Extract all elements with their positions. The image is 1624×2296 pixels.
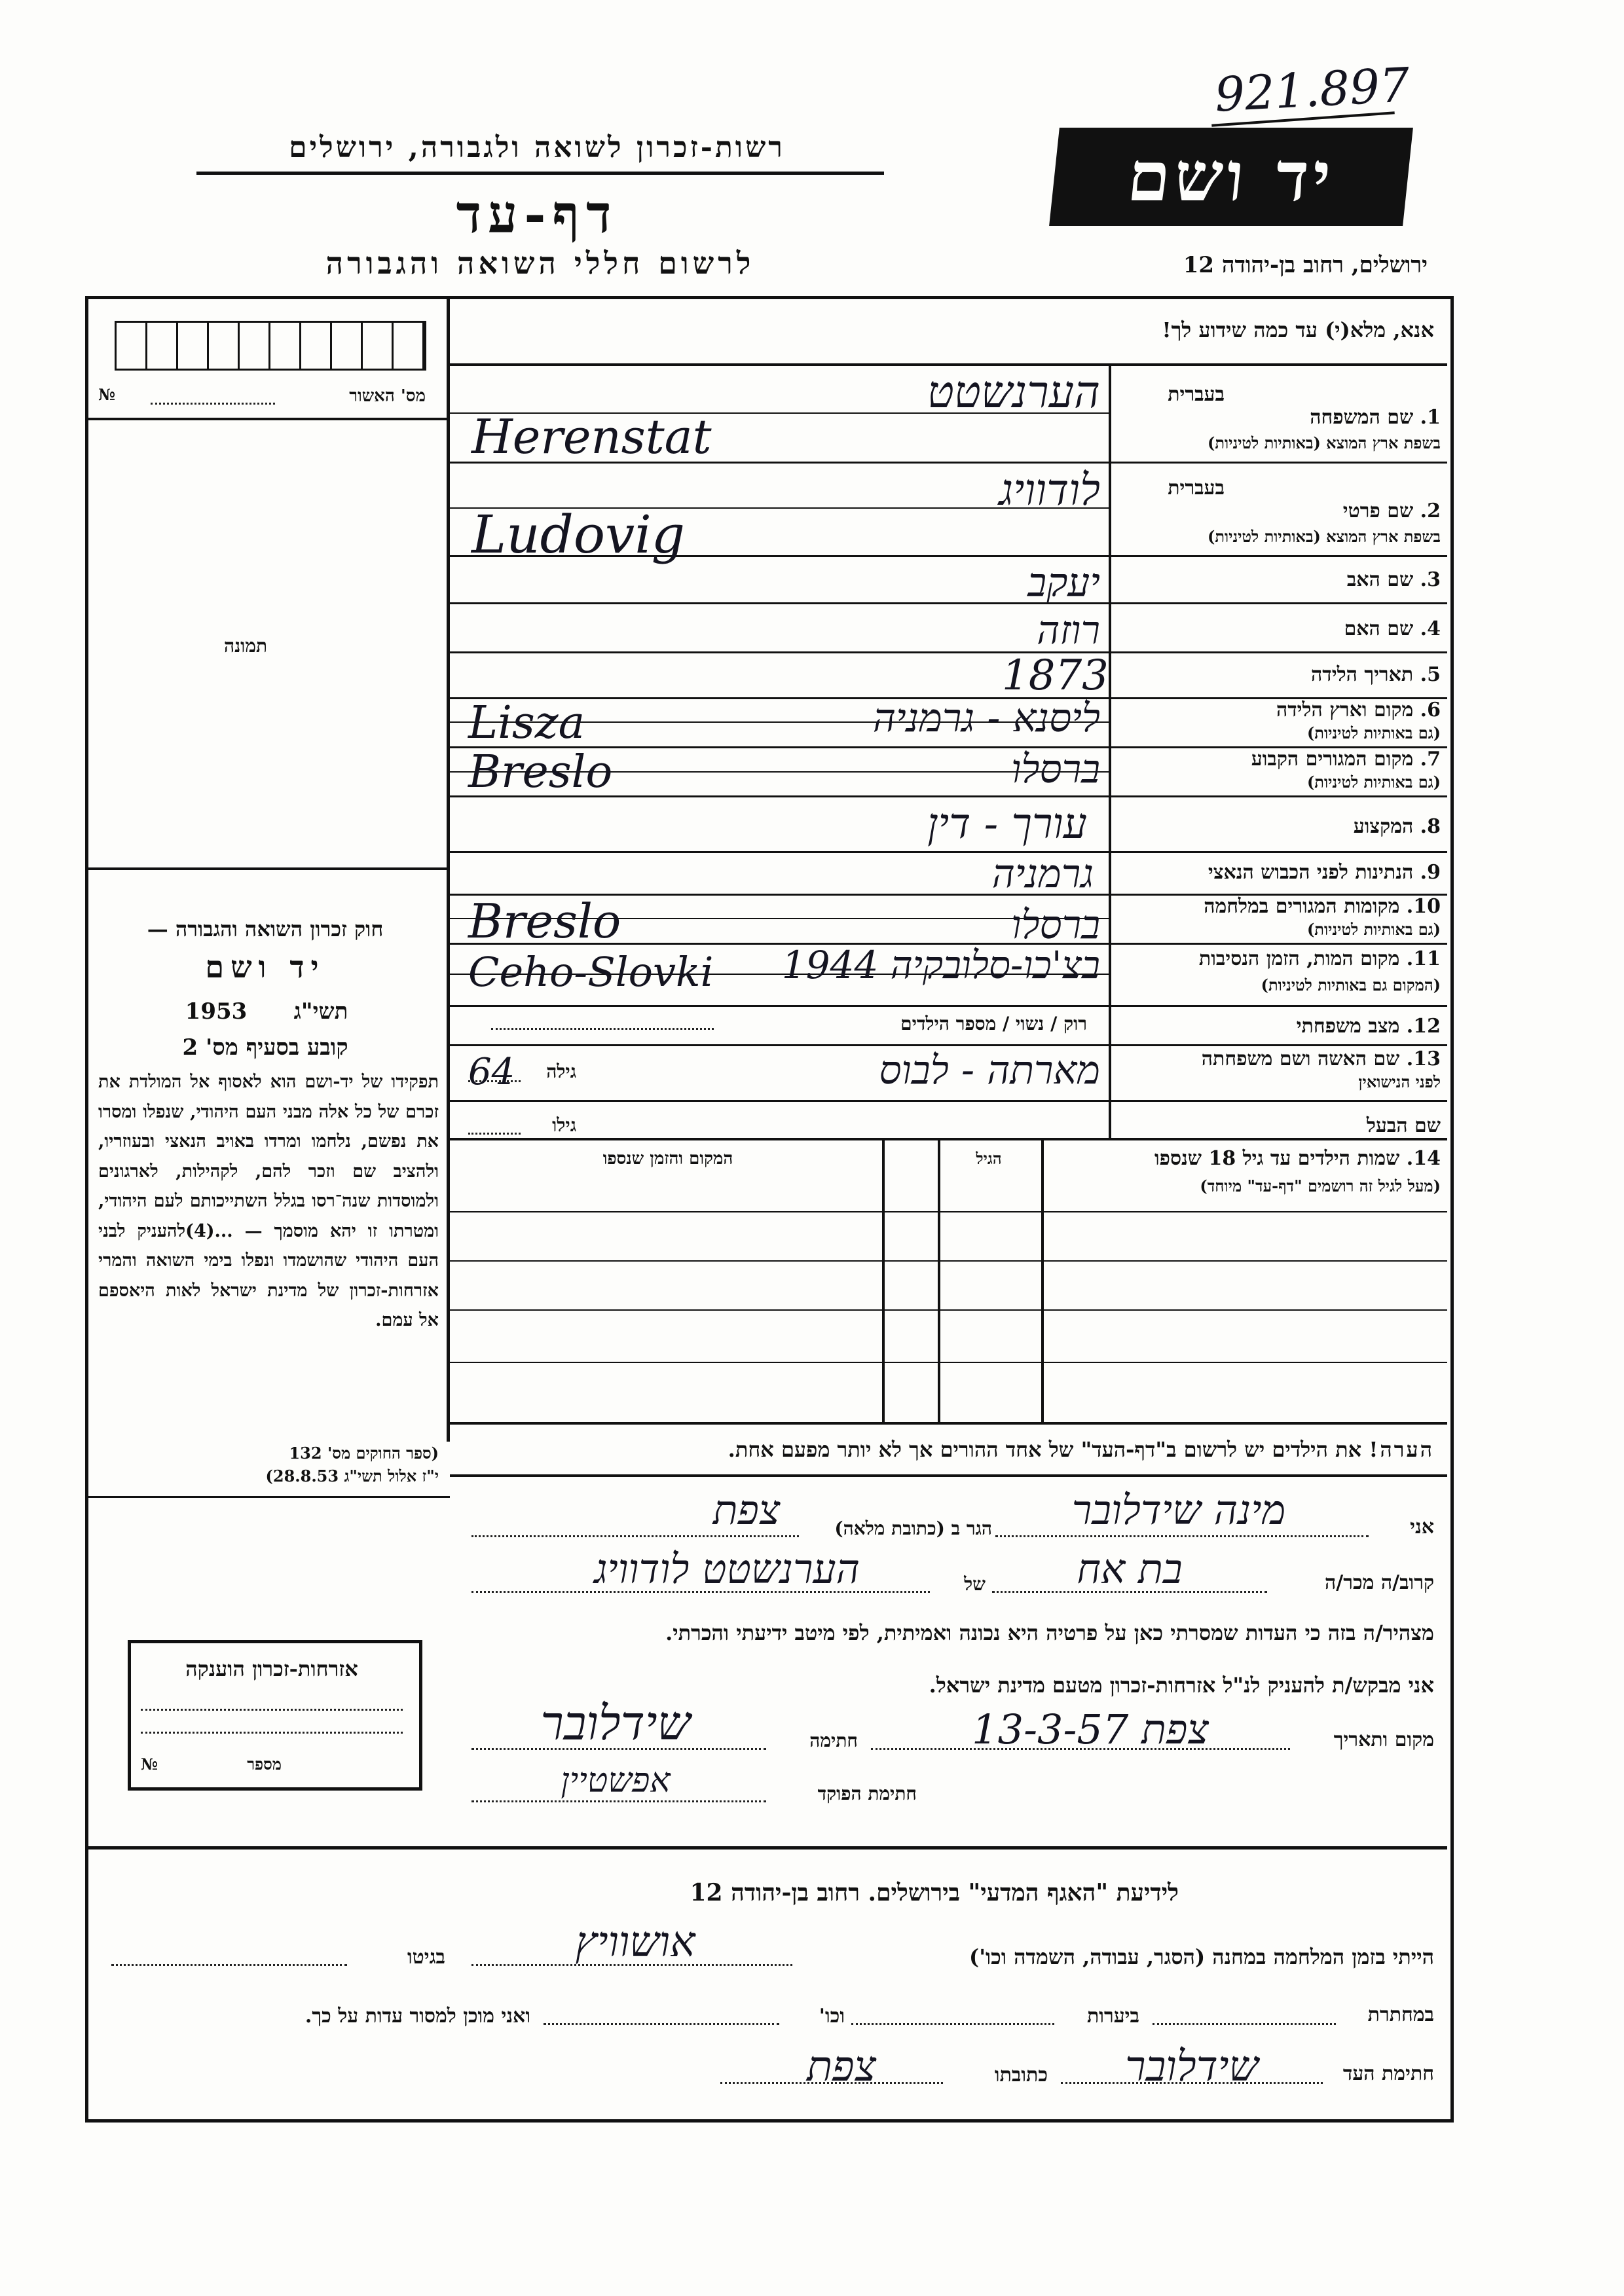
children-row-3 <box>450 1309 1447 1311</box>
row-line-14 <box>450 1138 1447 1140</box>
officer-signature-line <box>471 1800 766 1802</box>
form-subtitle: לרשום חללי השואה והגבורה <box>325 246 755 281</box>
birth-place-hebrew-answer: ליסנא - גרמניה <box>872 695 1100 741</box>
law-source-1: (ספר החוקים מס' 132 <box>289 1444 439 1463</box>
field-13-label: 13. שם האשה ושם משפחתה <box>1201 1048 1441 1070</box>
field-1-label: 1. שם המשפחה <box>1310 406 1441 429</box>
field-10-label: 10. מקומות המגורים במלחמה <box>1204 895 1441 918</box>
children-col-3 <box>882 1140 885 1422</box>
row-line-12 <box>450 1044 1447 1046</box>
approval-number-label: מס' האשור <box>349 386 426 406</box>
children-place-header: המקום והזמן שנספו <box>602 1149 733 1169</box>
declarant-address-answer: צפת <box>712 1486 781 1534</box>
field-2-label: 2. שם פרטי <box>1342 500 1441 522</box>
law-source-2: י"ז אלול תשי"ג 28.8.53) <box>265 1467 439 1485</box>
given-latin-answer: Ludovig <box>471 504 686 565</box>
law-text: תפקידו של יד-ושם הוא לאסוף אל המולדת את זכרם של כל אלה מבני העם היהודי, שנפלו ומסרו את נפשם, נלחמו ומרדו באויב הנאצי ובעוזריו, ולהציב שם וזכר להם, לקהילות, לארגונים ולמוסדות שנה־רסו בגלל השתייכותם לעם היהודי, ומטרתו זו יהא מוסמך — ...(4)להעניק לבני העם היהודי שהושמדו ונפלו בימי השואה והמרי אזרחות-זכרון של מדינת ישראל לאות היאספם אל עמם. <box>98 1072 439 1330</box>
birth-place-latin-answer: Lisza <box>468 697 585 749</box>
sidebar-divider <box>447 296 450 1442</box>
approval-no-mark: № <box>98 385 116 404</box>
field-8-label: 8. המקצוע <box>1353 815 1441 838</box>
signature-answer: שידלובר <box>540 1696 691 1751</box>
field-10-sub: (גם באותיות לטיניות) <box>1306 920 1441 939</box>
yad-vashem-logo <box>1049 128 1413 226</box>
field-1-sub: בשפת ארץ המוצא (באותיות לטיניות) <box>1208 433 1441 452</box>
witness-address-answer: צפת <box>806 2043 877 2091</box>
signature-label: חתימה <box>809 1730 858 1751</box>
husband-age-line <box>468 1133 521 1135</box>
grid-top <box>450 363 1447 366</box>
photo-label: תמונה <box>223 635 268 657</box>
field-3-label: 3. שם האב <box>1346 568 1441 591</box>
field-1-hebrew-label: בעברית <box>1168 383 1225 406</box>
officer-signature-label: חתימת הפוקד <box>817 1783 917 1804</box>
address-label: כתובתו <box>994 2064 1048 2086</box>
relation-answer: בת אח <box>1077 1545 1183 1593</box>
place-date-answer: צפת 13-3-57 <box>972 1705 1209 1753</box>
declarant-name-line <box>995 1535 1369 1537</box>
footer-attention: לידיעת "האגף המדעי" בירושלים. רחוב בן-יהודה 12 <box>690 1879 1179 1906</box>
citizenship-line-1 <box>141 1709 403 1711</box>
field-4-label: 4. שם האם <box>1344 617 1441 640</box>
field-7-sub: (גם באותיות לטיניות) <box>1306 773 1441 792</box>
forests-line <box>851 2023 1054 2025</box>
row-line-13 <box>450 1100 1447 1102</box>
children-col-2 <box>938 1140 940 1422</box>
row-line-11 <box>450 1005 1447 1007</box>
form-title: דף-עד <box>456 183 618 245</box>
profession-answer: עורך - דין <box>927 800 1087 848</box>
declare-text: מצהיר/ה בזה כי העדות שמסרתי כאן על פרטיה היא נכונה ואמיתית, לפי מיטב ידיעתי והכרתי. <box>665 1620 1434 1645</box>
field-14-label: 14. שמות הילדים עד גיל 18 שנספו <box>1154 1147 1441 1170</box>
underground-label: במחתרת <box>1367 2003 1434 2026</box>
children-row-2 <box>450 1260 1447 1262</box>
surname-latin-answer: Herenstat <box>471 409 712 464</box>
war-places-hebrew-answer: ברסלו <box>1011 902 1100 948</box>
wife-answer: מארתה - לבוס <box>879 1048 1100 1093</box>
declarant-name-answer: מינה שידלובר <box>1071 1486 1286 1534</box>
law-year-hebrew: תשי"ג <box>293 998 348 1025</box>
death-place-hebrew-answer: בצ'כו-סלובקיה 1944 <box>781 943 1100 987</box>
field-13-age-label: גילה <box>546 1061 576 1082</box>
note-text: את הילדים יש לרשום ב"דף-העד" של אחד ההורים אך לא יותר מפעם אחת. <box>728 1437 1362 1462</box>
camp-text: הייתי בזמן המלחמה במחנה (הסגר, עבודה, השמדה וכו') <box>969 1944 1434 1969</box>
children-col-1 <box>1041 1140 1044 1422</box>
children-bottom <box>450 1422 1447 1425</box>
address: ירושלים, רחוב בן-יהודה 12 <box>1183 252 1428 278</box>
field-11-sub: (המקום גם באותיות לטיניות) <box>1261 975 1441 994</box>
testify-text: ואני מוכן למסור עדות על כך. <box>304 2005 530 2028</box>
underground-line <box>1153 2023 1336 2025</box>
law-name: יד ושם <box>205 949 325 985</box>
footer-top-line <box>88 1846 1447 1850</box>
field-13-sub: לפני הנישואין <box>1358 1072 1441 1091</box>
field-6-sub: (גם באותיות לטיניות) <box>1306 723 1441 742</box>
war-places-latin-answer: Breslo <box>468 894 621 949</box>
field-12-children-line <box>491 1028 714 1030</box>
field-12-options: רוק / נשוי / מספר הילדים <box>900 1013 1087 1034</box>
witness-signature-answer: שידלובר <box>1125 2043 1259 2091</box>
label-column-divider <box>1109 366 1111 1139</box>
field-9-label: 9. הנתינות לפני הכבוש הנאצי <box>1208 861 1441 884</box>
etc-label: וכו' <box>819 2005 845 2028</box>
photo-area-bottom <box>88 867 447 870</box>
of-person-answer: הערנשטט לודוויג <box>594 1545 860 1593</box>
field-12-label: 12. מצב משפחתי <box>1296 1015 1441 1038</box>
declaration-i-label: אני <box>1410 1516 1434 1539</box>
approval-boxes <box>115 321 426 371</box>
ghetto-line <box>111 1964 347 1966</box>
field-6-label: 6. מקום וארץ הלידה <box>1276 699 1441 721</box>
authority-header: רשות-זכרון לשואה ולגבורה, ירושלים <box>289 131 785 164</box>
etc-line <box>544 2023 779 2025</box>
logo-text: יד ושם <box>1124 136 1338 217</box>
citizenship-no-mark: № <box>141 1755 158 1774</box>
note-label: הערה! <box>1369 1437 1434 1462</box>
law-year: 1953 <box>185 998 248 1025</box>
field-5-label: 5. תאריך הלידה <box>1311 663 1441 686</box>
of-label: של <box>964 1573 986 1595</box>
husband-age-label: גילו <box>552 1114 576 1136</box>
field-7-label: 7. מקום המגורים הקבוע <box>1251 748 1441 771</box>
declarant-address-line <box>471 1535 799 1537</box>
ghetto-label: בגיטו <box>407 1946 445 1969</box>
relative-label: קרוב/ה מכר/ה <box>1325 1571 1434 1594</box>
officer-signature-answer: אפשטיין <box>561 1761 671 1800</box>
photo-area-top <box>88 418 447 420</box>
given-hebrew-answer: לודוויג <box>999 465 1100 515</box>
field-2-hebrew-label: בעברית <box>1168 477 1225 500</box>
fill-instruction: אנא, מלא(י) עד כמה שידוע לך! <box>1162 318 1434 342</box>
document-number: 921.897 <box>1213 57 1411 122</box>
children-row-4 <box>450 1362 1447 1363</box>
residence-latin-answer: Breslo <box>468 746 613 798</box>
nationality-answer: גרמניה <box>991 851 1094 897</box>
surname-hebrew-answer: הערנשטט <box>927 367 1100 418</box>
citizenship-line-2 <box>141 1732 403 1734</box>
camp-answer: אושוויץ <box>575 1918 695 1967</box>
birth-date-answer: 1873 <box>1002 651 1109 700</box>
residence-hebrew-answer: ברסלו <box>1011 746 1100 792</box>
mother-answer: רוזה <box>1037 608 1100 653</box>
children-age-header: הגיל <box>976 1149 1002 1168</box>
note-bottom <box>450 1474 1447 1477</box>
approval-number-line <box>151 403 275 405</box>
death-place-latin-answer: Ceho-Slovki <box>468 948 714 996</box>
witness-signature-label: חתימת העד <box>1342 2062 1434 2085</box>
sidebar-bottom <box>88 1496 450 1498</box>
children-row-1 <box>450 1211 1447 1212</box>
field-14-sub: (מעל לגיל זה רושמים "דף-עד" מיוחד) <box>1200 1176 1441 1195</box>
note <box>458 1437 1434 1462</box>
authority-underline <box>196 172 884 175</box>
request-text: אני מבקש/ת להעניק לנ"ל אזרחות-זכרון מטעם מדינת ישראל. <box>929 1673 1434 1698</box>
resides-label: הגר ב (כתובת מלאה) <box>834 1518 992 1539</box>
husband-label: שם הבעל <box>1366 1114 1441 1137</box>
place-date-label: מקום ותאריך <box>1333 1728 1434 1751</box>
forests-label: ביערות <box>1086 2005 1139 2028</box>
field-2-sub: בשפת ארץ המוצא (באותיות לטיניות) <box>1208 527 1441 546</box>
field-11-label: 11. מקום המות, הזמן הנסיבות <box>1198 947 1441 970</box>
citizenship-number-label: מספר <box>247 1755 282 1774</box>
father-answer: יעקב <box>1027 560 1100 606</box>
law-clause: קובע בסעיף מס' 2 <box>182 1034 348 1061</box>
wife-age-answer: 64 <box>468 1051 515 1093</box>
citizenship-title: אזרחות-זכרון הוענקה <box>185 1656 358 1681</box>
law-title: חוק זכרון השואה והגבורה — <box>147 917 384 941</box>
